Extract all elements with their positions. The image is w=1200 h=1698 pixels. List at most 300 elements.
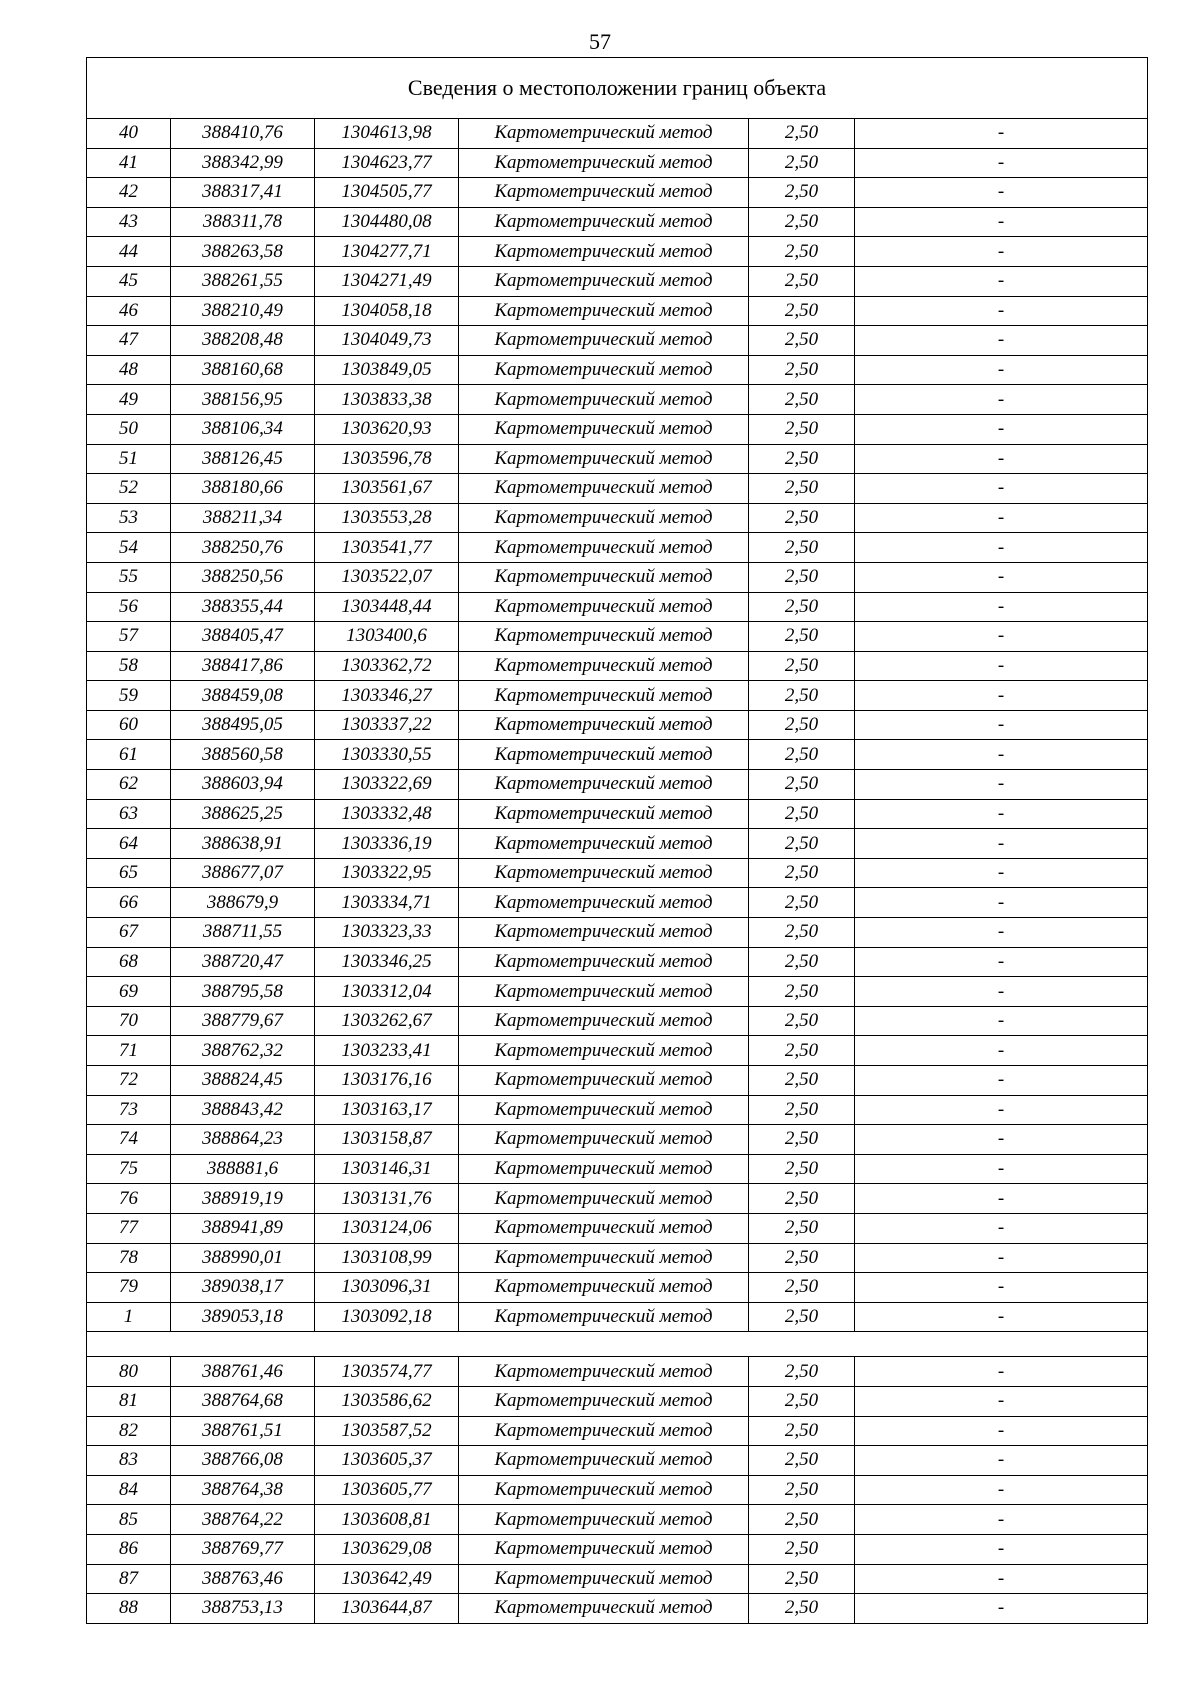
y-coordinate-cell: 1303322,69 xyxy=(315,770,459,800)
description-cell: - xyxy=(855,474,1148,504)
description-cell: - xyxy=(855,207,1148,237)
group-separator-cell xyxy=(87,1332,1148,1357)
table-row xyxy=(87,503,1148,533)
point-number-cell: 74 xyxy=(87,1125,171,1155)
y-coordinate-cell: 1303233,41 xyxy=(315,1036,459,1066)
accuracy-cell: 2,50 xyxy=(749,651,855,681)
table-row xyxy=(87,1066,1148,1096)
y-coordinate-cell: 1303346,25 xyxy=(315,947,459,977)
point-number-cell: 58 xyxy=(87,651,171,681)
method-cell: Картометрический метод xyxy=(459,1534,749,1564)
description-cell: - xyxy=(855,1006,1148,1036)
accuracy-cell: 2,50 xyxy=(749,148,855,178)
accuracy-cell: 2,50 xyxy=(749,1243,855,1273)
accuracy-cell: 2,50 xyxy=(749,681,855,711)
x-coordinate-cell: 388919,19 xyxy=(171,1184,315,1214)
table-row xyxy=(87,681,1148,711)
y-coordinate-cell: 1303332,48 xyxy=(315,799,459,829)
method-cell: Картометрический метод xyxy=(459,1095,749,1125)
y-coordinate-cell: 1303541,77 xyxy=(315,533,459,563)
accuracy-cell: 2,50 xyxy=(749,355,855,385)
description-cell: - xyxy=(855,503,1148,533)
table-row xyxy=(87,1357,1148,1387)
method-cell: Картометрический метод xyxy=(459,562,749,592)
x-coordinate-cell: 388311,78 xyxy=(171,207,315,237)
y-coordinate-cell: 1303522,07 xyxy=(315,562,459,592)
table-row xyxy=(87,1386,1148,1416)
x-coordinate-cell: 388250,76 xyxy=(171,533,315,563)
table-row xyxy=(87,1006,1148,1036)
x-coordinate-cell: 388753,13 xyxy=(171,1594,315,1624)
y-coordinate-cell: 1304623,77 xyxy=(315,148,459,178)
y-coordinate-cell: 1303096,31 xyxy=(315,1273,459,1303)
method-cell: Картометрический метод xyxy=(459,1036,749,1066)
table-row xyxy=(87,562,1148,592)
point-number-cell: 1 xyxy=(87,1302,171,1332)
method-cell: Картометрический метод xyxy=(459,1125,749,1155)
x-coordinate-cell: 388263,58 xyxy=(171,237,315,267)
description-cell: - xyxy=(855,296,1148,326)
description-cell: - xyxy=(855,1386,1148,1416)
accuracy-cell: 2,50 xyxy=(749,1446,855,1476)
table-row xyxy=(87,237,1148,267)
table-row xyxy=(87,385,1148,415)
y-coordinate-cell: 1303330,55 xyxy=(315,740,459,770)
table-row xyxy=(87,178,1148,208)
table-row xyxy=(87,1273,1148,1303)
y-coordinate-cell: 1303346,27 xyxy=(315,681,459,711)
table-row xyxy=(87,266,1148,296)
description-cell: - xyxy=(855,1184,1148,1214)
accuracy-cell: 2,50 xyxy=(749,237,855,267)
y-coordinate-cell: 1303163,17 xyxy=(315,1095,459,1125)
point-number-cell: 43 xyxy=(87,207,171,237)
y-coordinate-cell: 1303146,31 xyxy=(315,1154,459,1184)
point-number-cell: 53 xyxy=(87,503,171,533)
x-coordinate-cell: 388764,22 xyxy=(171,1505,315,1535)
x-coordinate-cell: 388156,95 xyxy=(171,385,315,415)
point-number-cell: 57 xyxy=(87,622,171,652)
y-coordinate-cell: 1303596,78 xyxy=(315,444,459,474)
method-cell: Картометрический метод xyxy=(459,119,749,149)
table-row xyxy=(87,533,1148,563)
point-number-cell: 84 xyxy=(87,1475,171,1505)
accuracy-cell: 2,50 xyxy=(749,1273,855,1303)
y-coordinate-cell: 1303644,87 xyxy=(315,1594,459,1624)
y-coordinate-cell: 1303605,77 xyxy=(315,1475,459,1505)
table-row xyxy=(87,1564,1148,1594)
table-row xyxy=(87,592,1148,622)
description-cell: - xyxy=(855,710,1148,740)
description-cell: - xyxy=(855,237,1148,267)
method-cell: Картометрический метод xyxy=(459,710,749,740)
x-coordinate-cell: 388763,46 xyxy=(171,1564,315,1594)
method-cell: Картометрический метод xyxy=(459,1243,749,1273)
accuracy-cell: 2,50 xyxy=(749,888,855,918)
table-row xyxy=(87,1594,1148,1624)
method-cell: Картометрический метод xyxy=(459,799,749,829)
point-number-cell: 40 xyxy=(87,119,171,149)
point-number-cell: 51 xyxy=(87,444,171,474)
accuracy-cell: 2,50 xyxy=(749,562,855,592)
description-cell: - xyxy=(855,385,1148,415)
x-coordinate-cell: 388843,42 xyxy=(171,1095,315,1125)
description-cell: - xyxy=(855,533,1148,563)
method-cell: Картометрический метод xyxy=(459,770,749,800)
accuracy-cell: 2,50 xyxy=(749,444,855,474)
method-cell: Картометрический метод xyxy=(459,977,749,1007)
method-cell: Картометрический метод xyxy=(459,592,749,622)
description-cell: - xyxy=(855,119,1148,149)
y-coordinate-cell: 1303620,93 xyxy=(315,414,459,444)
accuracy-cell: 2,50 xyxy=(749,1066,855,1096)
method-cell: Картометрический метод xyxy=(459,503,749,533)
x-coordinate-cell: 388261,55 xyxy=(171,266,315,296)
method-cell: Картометрический метод xyxy=(459,533,749,563)
method-cell: Картометрический метод xyxy=(459,1184,749,1214)
description-cell: - xyxy=(855,681,1148,711)
accuracy-cell: 2,50 xyxy=(749,947,855,977)
accuracy-cell: 2,50 xyxy=(749,503,855,533)
table-row xyxy=(87,947,1148,977)
x-coordinate-cell: 388764,38 xyxy=(171,1475,315,1505)
y-coordinate-cell: 1303336,19 xyxy=(315,829,459,859)
accuracy-cell: 2,50 xyxy=(749,296,855,326)
y-coordinate-cell: 1303561,67 xyxy=(315,474,459,504)
accuracy-cell: 2,50 xyxy=(749,1213,855,1243)
y-coordinate-cell: 1303092,18 xyxy=(315,1302,459,1332)
x-coordinate-cell: 388180,66 xyxy=(171,474,315,504)
y-coordinate-cell: 1303448,44 xyxy=(315,592,459,622)
method-cell: Картометрический метод xyxy=(459,1475,749,1505)
x-coordinate-cell: 388211,34 xyxy=(171,503,315,533)
x-coordinate-cell: 388881,6 xyxy=(171,1154,315,1184)
accuracy-cell: 2,50 xyxy=(749,1184,855,1214)
table-row xyxy=(87,799,1148,829)
description-cell: - xyxy=(855,1475,1148,1505)
accuracy-cell: 2,50 xyxy=(749,1475,855,1505)
point-number-cell: 59 xyxy=(87,681,171,711)
accuracy-cell: 2,50 xyxy=(749,740,855,770)
x-coordinate-cell: 388208,48 xyxy=(171,326,315,356)
point-number-cell: 52 xyxy=(87,474,171,504)
accuracy-cell: 2,50 xyxy=(749,1416,855,1446)
method-cell: Картометрический метод xyxy=(459,385,749,415)
point-number-cell: 65 xyxy=(87,858,171,888)
description-cell: - xyxy=(855,1273,1148,1303)
y-coordinate-cell: 1304058,18 xyxy=(315,296,459,326)
table-row xyxy=(87,1095,1148,1125)
x-coordinate-cell: 388779,67 xyxy=(171,1006,315,1036)
method-cell: Картометрический метод xyxy=(459,1386,749,1416)
table-row xyxy=(87,858,1148,888)
table-row xyxy=(87,651,1148,681)
accuracy-cell: 2,50 xyxy=(749,1386,855,1416)
method-cell: Картометрический метод xyxy=(459,888,749,918)
method-cell: Картометрический метод xyxy=(459,918,749,948)
method-cell: Картометрический метод xyxy=(459,1273,749,1303)
accuracy-cell: 2,50 xyxy=(749,385,855,415)
description-cell: - xyxy=(855,1416,1148,1446)
point-number-cell: 54 xyxy=(87,533,171,563)
table-row xyxy=(87,770,1148,800)
x-coordinate-cell: 388638,91 xyxy=(171,829,315,859)
point-number-cell: 72 xyxy=(87,1066,171,1096)
accuracy-cell: 2,50 xyxy=(749,1357,855,1387)
method-cell: Картометрический метод xyxy=(459,1066,749,1096)
point-number-cell: 83 xyxy=(87,1446,171,1476)
table-row xyxy=(87,355,1148,385)
description-cell: - xyxy=(855,977,1148,1007)
method-cell: Картометрический метод xyxy=(459,858,749,888)
point-number-cell: 42 xyxy=(87,178,171,208)
method-cell: Картометрический метод xyxy=(459,1357,749,1387)
x-coordinate-cell: 388769,77 xyxy=(171,1534,315,1564)
accuracy-cell: 2,50 xyxy=(749,1125,855,1155)
accuracy-cell: 2,50 xyxy=(749,207,855,237)
accuracy-cell: 2,50 xyxy=(749,829,855,859)
table-row xyxy=(87,1125,1148,1155)
description-cell: - xyxy=(855,1095,1148,1125)
accuracy-cell: 2,50 xyxy=(749,710,855,740)
table-row xyxy=(87,1416,1148,1446)
x-coordinate-cell: 388761,51 xyxy=(171,1416,315,1446)
description-cell: - xyxy=(855,1357,1148,1387)
point-number-cell: 47 xyxy=(87,326,171,356)
accuracy-cell: 2,50 xyxy=(749,1154,855,1184)
description-cell: - xyxy=(855,326,1148,356)
accuracy-cell: 2,50 xyxy=(749,326,855,356)
y-coordinate-cell: 1303322,95 xyxy=(315,858,459,888)
x-coordinate-cell: 388410,76 xyxy=(171,119,315,149)
y-coordinate-cell: 1303124,06 xyxy=(315,1213,459,1243)
table-row xyxy=(87,622,1148,652)
method-cell: Картометрический метод xyxy=(459,414,749,444)
method-cell: Картометрический метод xyxy=(459,622,749,652)
point-number-cell: 55 xyxy=(87,562,171,592)
method-cell: Картометрический метод xyxy=(459,474,749,504)
table-row xyxy=(87,148,1148,178)
description-cell: - xyxy=(855,1243,1148,1273)
table-title: Сведения о местоположении границ объекта xyxy=(87,58,1148,119)
table-row xyxy=(87,829,1148,859)
point-number-cell: 60 xyxy=(87,710,171,740)
y-coordinate-cell: 1303337,22 xyxy=(315,710,459,740)
description-cell: - xyxy=(855,1036,1148,1066)
accuracy-cell: 2,50 xyxy=(749,858,855,888)
method-cell: Картометрический метод xyxy=(459,296,749,326)
table-row xyxy=(87,1213,1148,1243)
accuracy-cell: 2,50 xyxy=(749,119,855,149)
y-coordinate-cell: 1303605,37 xyxy=(315,1446,459,1476)
description-cell: - xyxy=(855,266,1148,296)
x-coordinate-cell: 388625,25 xyxy=(171,799,315,829)
y-coordinate-cell: 1304271,49 xyxy=(315,266,459,296)
description-cell: - xyxy=(855,1125,1148,1155)
point-number-cell: 64 xyxy=(87,829,171,859)
accuracy-cell: 2,50 xyxy=(749,770,855,800)
table-row xyxy=(87,1243,1148,1273)
description-cell: - xyxy=(855,1594,1148,1624)
method-cell: Картометрический метод xyxy=(459,740,749,770)
y-coordinate-cell: 1303608,81 xyxy=(315,1505,459,1535)
accuracy-cell: 2,50 xyxy=(749,622,855,652)
table-row xyxy=(87,474,1148,504)
y-coordinate-cell: 1303833,38 xyxy=(315,385,459,415)
y-coordinate-cell: 1304505,77 xyxy=(315,178,459,208)
method-cell: Картометрический метод xyxy=(459,1006,749,1036)
point-number-cell: 41 xyxy=(87,148,171,178)
y-coordinate-cell: 1303362,72 xyxy=(315,651,459,681)
x-coordinate-cell: 388864,23 xyxy=(171,1125,315,1155)
x-coordinate-cell: 388764,68 xyxy=(171,1386,315,1416)
point-number-cell: 44 xyxy=(87,237,171,267)
accuracy-cell: 2,50 xyxy=(749,799,855,829)
table-row xyxy=(87,1184,1148,1214)
x-coordinate-cell: 388160,68 xyxy=(171,355,315,385)
x-coordinate-cell: 388824,45 xyxy=(171,1066,315,1096)
table-row xyxy=(87,296,1148,326)
method-cell: Картометрический метод xyxy=(459,651,749,681)
x-coordinate-cell: 389038,17 xyxy=(171,1273,315,1303)
point-number-cell: 87 xyxy=(87,1564,171,1594)
description-cell: - xyxy=(855,799,1148,829)
point-number-cell: 56 xyxy=(87,592,171,622)
table-row xyxy=(87,888,1148,918)
accuracy-cell: 2,50 xyxy=(749,592,855,622)
x-coordinate-cell: 388941,89 xyxy=(171,1213,315,1243)
method-cell: Картометрический метод xyxy=(459,1594,749,1624)
method-cell: Картометрический метод xyxy=(459,444,749,474)
y-coordinate-cell: 1304480,08 xyxy=(315,207,459,237)
x-coordinate-cell: 388495,05 xyxy=(171,710,315,740)
accuracy-cell: 2,50 xyxy=(749,266,855,296)
point-number-cell: 69 xyxy=(87,977,171,1007)
description-cell: - xyxy=(855,414,1148,444)
y-coordinate-cell: 1303586,62 xyxy=(315,1386,459,1416)
accuracy-cell: 2,50 xyxy=(749,1505,855,1535)
description-cell: - xyxy=(855,740,1148,770)
point-number-cell: 67 xyxy=(87,918,171,948)
point-number-cell: 48 xyxy=(87,355,171,385)
point-number-cell: 78 xyxy=(87,1243,171,1273)
x-coordinate-cell: 388761,46 xyxy=(171,1357,315,1387)
point-number-cell: 68 xyxy=(87,947,171,977)
description-cell: - xyxy=(855,1534,1148,1564)
table-row xyxy=(87,326,1148,356)
point-number-cell: 63 xyxy=(87,799,171,829)
accuracy-cell: 2,50 xyxy=(749,1564,855,1594)
accuracy-cell: 2,50 xyxy=(749,1302,855,1332)
y-coordinate-cell: 1303587,52 xyxy=(315,1416,459,1446)
table-row xyxy=(87,740,1148,770)
method-cell: Картометрический метод xyxy=(459,947,749,977)
x-coordinate-cell: 388795,58 xyxy=(171,977,315,1007)
x-coordinate-cell: 388720,47 xyxy=(171,947,315,977)
description-cell: - xyxy=(855,1564,1148,1594)
description-cell: - xyxy=(855,1213,1148,1243)
point-number-cell: 45 xyxy=(87,266,171,296)
y-coordinate-cell: 1303323,33 xyxy=(315,918,459,948)
point-number-cell: 86 xyxy=(87,1534,171,1564)
description-cell: - xyxy=(855,1302,1148,1332)
y-coordinate-cell: 1303176,16 xyxy=(315,1066,459,1096)
boundary-coordinates-table xyxy=(86,57,1148,1624)
method-cell: Картометрический метод xyxy=(459,1564,749,1594)
description-cell: - xyxy=(855,1066,1148,1096)
method-cell: Картометрический метод xyxy=(459,829,749,859)
y-coordinate-cell: 1303108,99 xyxy=(315,1243,459,1273)
table-row xyxy=(87,414,1148,444)
accuracy-cell: 2,50 xyxy=(749,1534,855,1564)
point-number-cell: 61 xyxy=(87,740,171,770)
x-coordinate-cell: 388990,01 xyxy=(171,1243,315,1273)
description-cell: - xyxy=(855,355,1148,385)
group-separator-row xyxy=(87,1332,1148,1357)
table-row xyxy=(87,1505,1148,1535)
method-cell: Картометрический метод xyxy=(459,681,749,711)
y-coordinate-cell: 1304277,71 xyxy=(315,237,459,267)
description-cell: - xyxy=(855,651,1148,681)
method-cell: Картометрический метод xyxy=(459,1302,749,1332)
x-coordinate-cell: 388603,94 xyxy=(171,770,315,800)
x-coordinate-cell: 388317,41 xyxy=(171,178,315,208)
accuracy-cell: 2,50 xyxy=(749,1594,855,1624)
point-number-cell: 77 xyxy=(87,1213,171,1243)
x-coordinate-cell: 388405,47 xyxy=(171,622,315,652)
table-row xyxy=(87,1154,1148,1184)
method-cell: Картометрический метод xyxy=(459,1446,749,1476)
method-cell: Картометрический метод xyxy=(459,1213,749,1243)
table-row xyxy=(87,710,1148,740)
point-number-cell: 79 xyxy=(87,1273,171,1303)
method-cell: Картометрический метод xyxy=(459,148,749,178)
point-number-cell: 71 xyxy=(87,1036,171,1066)
description-cell: - xyxy=(855,918,1148,948)
description-cell: - xyxy=(855,1446,1148,1476)
x-coordinate-cell: 388210,49 xyxy=(171,296,315,326)
point-number-cell: 75 xyxy=(87,1154,171,1184)
method-cell: Картометрический метод xyxy=(459,178,749,208)
x-coordinate-cell: 388679,9 xyxy=(171,888,315,918)
accuracy-cell: 2,50 xyxy=(749,178,855,208)
y-coordinate-cell: 1303629,08 xyxy=(315,1534,459,1564)
accuracy-cell: 2,50 xyxy=(749,918,855,948)
accuracy-cell: 2,50 xyxy=(749,414,855,444)
x-coordinate-cell: 388762,32 xyxy=(171,1036,315,1066)
x-coordinate-cell: 388677,07 xyxy=(171,858,315,888)
table-row xyxy=(87,1475,1148,1505)
description-cell: - xyxy=(855,1505,1148,1535)
method-cell: Картометрический метод xyxy=(459,1416,749,1446)
x-coordinate-cell: 389053,18 xyxy=(171,1302,315,1332)
point-number-cell: 88 xyxy=(87,1594,171,1624)
table-row xyxy=(87,1446,1148,1476)
point-number-cell: 49 xyxy=(87,385,171,415)
point-number-cell: 80 xyxy=(87,1357,171,1387)
point-number-cell: 81 xyxy=(87,1386,171,1416)
description-cell: - xyxy=(855,178,1148,208)
accuracy-cell: 2,50 xyxy=(749,533,855,563)
point-number-cell: 66 xyxy=(87,888,171,918)
y-coordinate-cell: 1303574,77 xyxy=(315,1357,459,1387)
description-cell: - xyxy=(855,592,1148,622)
point-number-cell: 85 xyxy=(87,1505,171,1535)
table-row xyxy=(87,977,1148,1007)
accuracy-cell: 2,50 xyxy=(749,1036,855,1066)
description-cell: - xyxy=(855,858,1148,888)
accuracy-cell: 2,50 xyxy=(749,977,855,1007)
